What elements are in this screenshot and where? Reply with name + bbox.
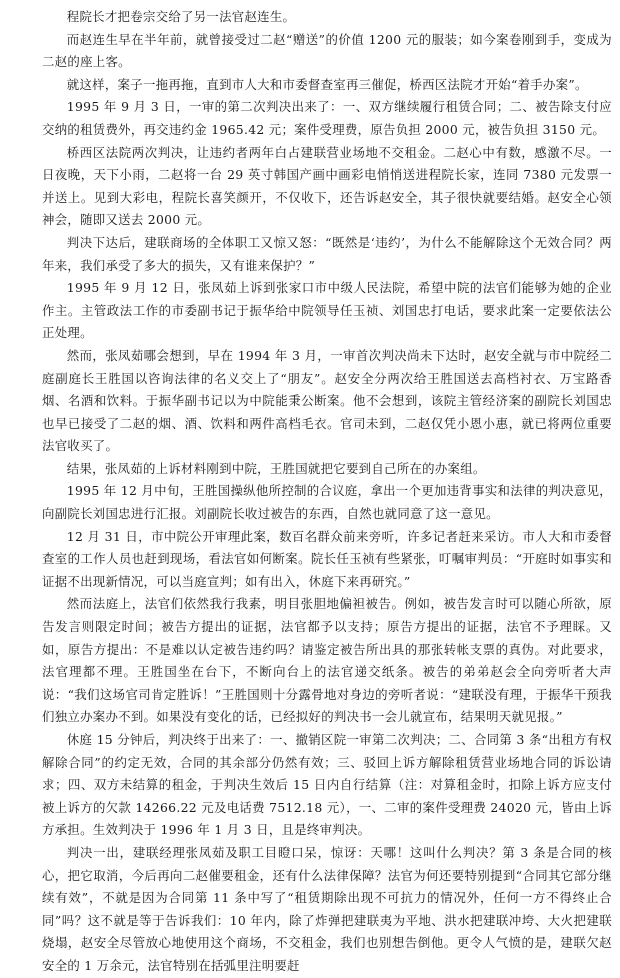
paragraph-10: 1995 年 12 月中旬，王胜国操纵他所控制的合议庭，拿出一个更加违背事实和法律的判决意见，向副院长刘国忠进行汇报。刘副院长收过被告的东西，自然也就同意了这一意见。 [42,483,612,522]
paragraph-5: 桥西区法院两次判决，让违约者两年白占建联营业场地不交租金。二赵心中有数，感激不尽。一日夜晚，天下小雨，二赵将一台 29 英寸韩国产画中画彩电悄悄送进程院长家，连同 7380 元发票一并送上。见到大彩电，程院长喜笑颜开，不仅收下，还告诉赵安全，其子很快就要结婚。赵安全心领神会，随即又送去 2000 元。 [42,144,612,228]
paragraph-4: 1995 年 9 月 3 日，一审的第二次判决出来了：一、双方继续履行租赁合同；二、被告除支付应交纳的租赁费外，再交违约金 1965.42 元；案件受理费，原告负担 2000 元，被告负担 3150 元。 [42,99,612,137]
paragraph-11: 12 月 31 日，市中院公开审理此案，数百名群众前来旁听，许多记者赶来采访。市人大和市委督查室的工作人员也赶到现场，看法官如何断案。院长任玉祯有些紧张，叮嘱审判员：“开庭时如事实和证据不出现新情况，可以当庭宣判；如有出入，休庭下来再研究。” [42,528,612,589]
paragraph-3: 就这样，案子一拖再拖，直到市人大和市委督查室再三催促，桥西区法院才开始“着手办案”。 [66,76,588,92]
paragraph-12: 然而法庭上，法官们依然我行我素，明目张胆地偏袒被告。例如，被告发言时可以随心所欲，原告发言则限定时间；被告方提出的证据，法官都予以支持；原告方提出的证据，法官不予理睬。又如，原告方提出：不是难以认定被告违约吗？请鉴定被告所出具的那张转帐支票的真伪。对此要求，法官理都不理。王胜国坐在台下，不断向台上的法官递交纸条。被告的弟弟赵会全向旁听者大声说：“我们这场官司肯定胜诉！”王胜国则十分露骨地对身边的旁听者说：“建联没有理，于振华干预我们独立办案办不到。如果没有变化的话，已经拟好的判决书一会儿就宣布，结果明天就见报。” [42,596,612,725]
paragraph-1: 程院长才把卷宗交给了另一法官赵连生。 [66,9,296,24]
paragraph-6: 判决下达后，建联商场的全体职工又惊又怒：“既然是‘违约’，为什么不能解除这个无效合同？两年来，我们承受了多大的损失，又有谁来保护？” [42,234,612,273]
paragraph-14: 判决一出，建联经理张凤茹及职工目瞪口呆，惊讶：天哪！这叫什么判决？第 3 条是合同的核心，把它取消，今后再向二赵催要租金，还有什么法律保障？法官为何还要特别提到“合同其它部分继续有效”，不就是因为合同第 11 条中写了“租赁期除出现不可抗力的情况外，任何一方不得终止合同”吗？这不就是等于告诉我们：10 年内，除了炸弹把建联夷为平地、洪水把建联冲垮、大火把建联烧塌，赵安全尽管放心地使用这个商场，不交租金，我们也别想告倒他。更令人气愤的是，建联欠赵安全的 1 万余元，法官特别在括弧里注明要赶 [42,844,612,973]
paragraph-9: 结果，张凤茹的上诉材料刚到中院，王胜国就把它要到自己所在的办案组。 [66,460,486,476]
paragraph-13: 休庭 15 分钟后，判决终于出来了：一、撤销区院一审第二次判决；二、合同第 3 条“出租方有权解除合同”的约定无效，合同的其余部分仍然有效；三、驳回上诉方解除租赁营业场地合同的诉讼请求；四、双方未结算的租金，于判决生效后 15 日内自行结算（注：对算租金时，扣除上诉方应支付被上诉方的欠款 14266.22 元及电话费 7512.18 元），一、二审的案件受理费 24020 元，皆由上诉方承担。生效判决于 1996 年 1 月 3 日，且是终审判决。 [42,732,612,838]
paragraph-8: 然而，张凤茹哪会想到，早在 1994 年 3 月，一审首次判决尚未下达时，赵安全就与市中院经二庭副庭长王胜国以咨询法律的名义交上了“朋友”。赵安全分两次给王胜国送去高档衬衣、万宝路香烟、名酒和饮料。于振华副书记以为中院能秉公断案。他不会想到，该院主管经济案的副院长刘国忠也早已接受了二赵的烟、酒、饮料和两件高档毛衣。官司未到，二赵仅凭小恩小惠，就已将两位重要法官收买了。 [42,347,612,454]
paragraph-2: 而赵连生早在半年前，就曾接受过二赵“赠送”的价值 1200 元的服装；如今案卷刚到手，变成为二赵的座上客。 [42,31,612,70]
document-page [42,6,612,978]
paragraph-7: 1995 年 9 月 12 日，张凤茹上诉到张家口市中级人民法院，希望中院的法官们能够为她的企业作主。主管政法工作的市委副书记于振华给中院领导任玉祯、刘国忠打电话，要求此案一定要依法公正处理。 [42,280,612,341]
